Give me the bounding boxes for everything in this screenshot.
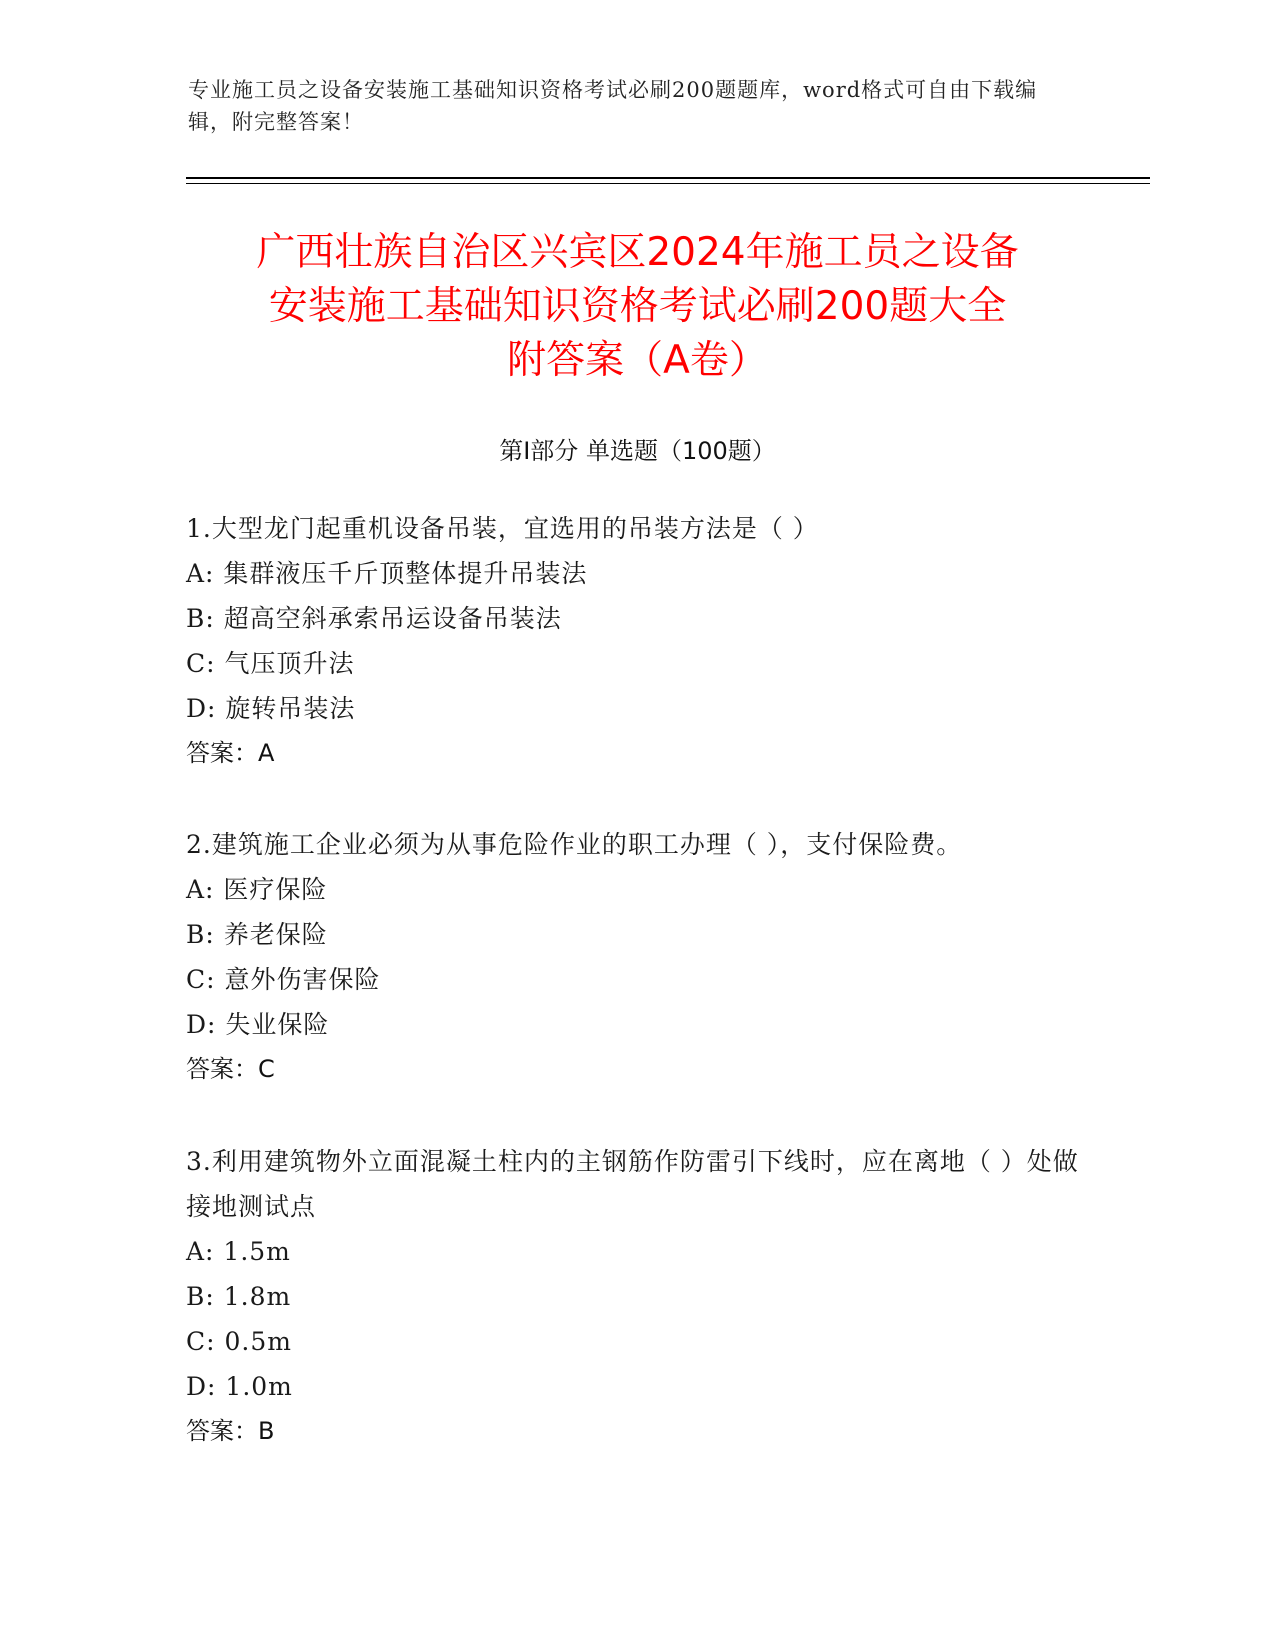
question-stem: 3.利用建筑物外立面混凝土柱内的主钢筋作防雷引下线时，应在离地（ ）处做接地测试点 [186,1147,1079,1221]
header-divider-thin [186,183,1150,184]
answer-line: 答案：B [186,1417,275,1445]
option-b: B: 养老保险 [186,920,328,949]
option-a: A: 集群液压千斤顶整体提升吊装法 [186,559,588,588]
question-stem: 2.建筑施工企业必须为从事危险作业的职工办理（ ），支付保险费。 [186,830,963,859]
option-b: B: 超高空斜承索吊运设备吊装法 [186,604,562,633]
option-b: B: 1.8m [186,1282,292,1311]
option-c: C: 气压顶升法 [186,649,355,678]
option-a: A: 1.5m [186,1237,291,1266]
answer-line: 答案：A [186,739,275,767]
document-title-line-3: 附答案（A卷） [507,338,768,383]
header-divider-thick [186,177,1150,179]
question-stem: 1.大型龙门起重机设备吊装，宜选用的吊装方法是（ ） [186,514,819,543]
section-heading: 第I部分 单选题（100题） [499,437,776,465]
option-d: D: 旋转吊装法 [186,694,356,723]
option-a: A: 医疗保险 [186,875,328,904]
document-title-line-2: 安装施工基础知识资格考试必刷200题大全 [268,284,1007,329]
option-d: D: 1.0m [186,1372,293,1401]
question-3 [186,1139,1086,1454]
answer-line: 答案：C [186,1055,275,1083]
option-c: C: 0.5m [186,1327,292,1356]
document-title-line-1: 广西壮族自治区兴宾区2024年施工员之设备 [256,230,1019,275]
option-c: C: 意外伤害保险 [186,965,381,994]
page-header: 专业施工员之设备安装施工基础知识资格考试必刷200题题库，word格式可自由下载编辑，附完整答案！ [188,78,1038,134]
question-1 [186,506,1086,776]
document-title [160,226,1115,388]
option-d: D: 失业保险 [186,1010,330,1039]
question-2 [186,822,1086,1092]
